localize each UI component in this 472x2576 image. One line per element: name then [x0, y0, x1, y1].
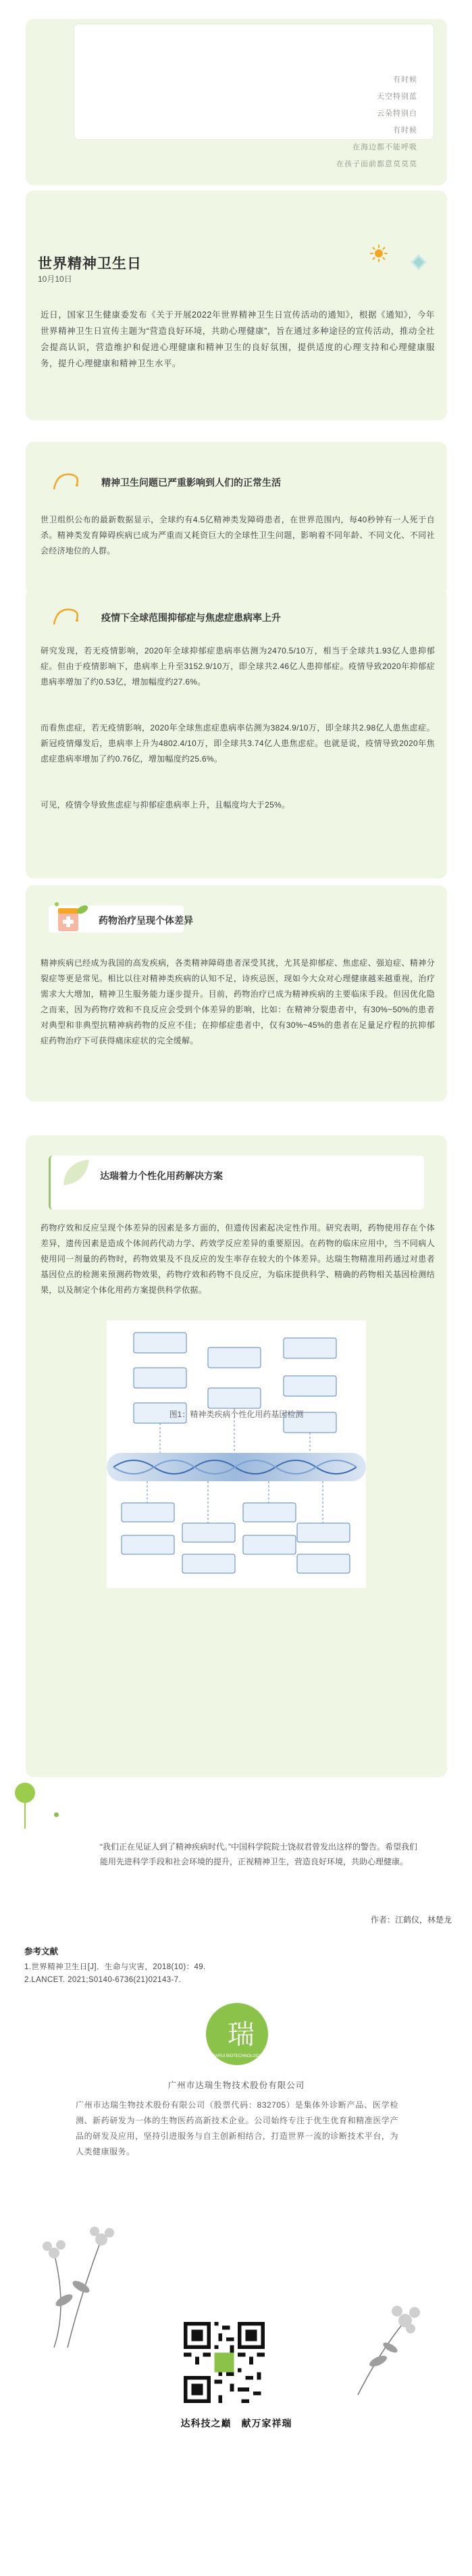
reference-item: 2.LANCET. 2021;S0140-6736(21)02143-7. [24, 1976, 182, 1984]
company-card [27, 1996, 446, 2550]
flower-illustration [338, 2280, 446, 2402]
company-description: 广州市达瑞生物技术股份有限公司（股票代码：832705）是集体外诊断产品、医学检测、新药研发为一体的生物医药高新技术企业。公司始终专注于优生优育和精准医学产品的研发及应用，坚持引进服务与自主创新相结合，打造世界一流的诊断技术平台，为人类健康服务。 [76, 2100, 398, 2156]
section-heading-row [26, 885, 447, 946]
section-heading: 药物治疗呈现个体差异 [99, 915, 193, 926]
logo-subtext: DARUI BIOTECHNOLOGY [212, 2054, 262, 2058]
swirl-icon [50, 604, 82, 628]
heading-box [49, 1156, 424, 1210]
decor-dot [15, 1783, 35, 1803]
company-name: 广州市达瑞生物技术股份有限公司 [167, 2081, 305, 2090]
reference-item: 1.世界精神卫生日[J]．生命与灾害，2018(10)：49. [24, 1963, 206, 1971]
poem-line: 在海边都不能呼吸 [352, 143, 417, 151]
page-title: 世界精神卫生日 [38, 256, 142, 272]
poem-line: 有时候 [393, 76, 417, 84]
section-paragraph: 可见，疫情令导致焦虑症与抑郁症患病率上升，且幅度均大于25%。 [41, 800, 290, 810]
poem-line: 有时候 [393, 126, 417, 134]
section-heading: 达瑞着力个性化用药解决方案 [100, 1170, 223, 1181]
section-paragraph: 世卫组织公布的最新数据显示，全球约有4.5亿精神类发障碍患者，在世界范围内，每40秒钟有一人死于自杀。精神类发育障碍疾病已成为严重而又耗资巨大的全球性卫生问题，影响着不同年龄、不同文化、不同社会经济地位的人群。 [41, 515, 435, 555]
gene-test-diagram [107, 1320, 366, 1588]
flower-illustration [27, 2199, 149, 2354]
company-logo [205, 2002, 269, 2066]
author-credit: 作者：江鹤仪，林楚龙 [370, 1915, 452, 1925]
decor-dot [54, 1812, 59, 1817]
poem-box [74, 24, 434, 168]
qr-code [184, 2322, 265, 2403]
sun-icon [370, 245, 388, 262]
swirl-icon [50, 469, 82, 493]
section-card-2 [26, 588, 447, 878]
figure-caption: 图1：精神类疾病个性化用药基因检测 [169, 1410, 304, 1419]
references-title: 参考文献 [24, 1947, 59, 1956]
section-card-1 [26, 442, 447, 595]
company-slogan: 达科技之巅 献万家祥瑞 [180, 2418, 292, 2429]
section-card-4 [26, 1135, 447, 1777]
logo-text: 瑞 [228, 2019, 255, 2050]
medicine-icon [53, 897, 90, 934]
decor-leaf-icon [59, 1156, 93, 1189]
section-paragraph: 药物疗效和反应呈现个体差异的因素是多方面的，但遗传因素起决定性作用。研究表明，药物使用存在个体差异，遗传因素是造成个体间药代动力学、药效学反应差异的重要原因。在药物的临床应用中，当不同病人使用同一剂量的药物时，药物效果及不良反应的发生率存在较大的个体差异。达瑞生物精准用药通过对患者基因位点的检测来预测药物效果，药物疗效和药物不良反应，为临床提供科学、精确的药物相关基因检测结果，以及制定个体化用药方案提供科学依据。 [41, 1223, 435, 1295]
section-card-3 [26, 885, 447, 1101]
closing-quote: “我们正在见证人到了精神疾病时代。”中国科学院院士饶叔君曾发出这样的警告。希望我们能用先进科学手段和社会环境的提升，正视精神卫生，营造良好环境，共助心理健康。 [100, 1842, 417, 1866]
poem-line: 在孩子面前都意莫莫莫 [336, 160, 417, 168]
poem-line: 云朵特别白 [377, 109, 417, 118]
decor-stem [24, 1802, 26, 1829]
section-paragraph: 研究发现，若无疫情影响，2020年全球抑郁症患病率估测为2470.5/10万，相当于全球共1.93亿人患抑郁症。但由于疫情影响下，患病率上升至3152.9/10万，即全球共2.46亿人患抑郁症。疫情导致2020年抑郁症患病率增加了约0.53亿，增加幅度约27.6%。 [41, 646, 435, 687]
poem-card [26, 19, 447, 185]
section-heading: 精神卫生问题已严重影响到人们的正常生活 [101, 477, 281, 488]
poem-line: 天空特别蓝 [377, 93, 417, 101]
leaf-icon [409, 253, 428, 272]
section-heading: 疫情下全球范围抑郁症与焦虑症患病率上升 [101, 612, 281, 623]
title-section [26, 191, 447, 420]
page-date: 10月10日 [38, 274, 72, 284]
intro-paragraph: 近日，国家卫生健康委发布《关于开展2022年世界精神卫生日宣传活动的通知》，根据《通知》，今年世界精神卫生日宣传主题为“营造良好环境，共助心理健康”，旨在通过多种途径的宣传活动，推动全社会提高认识，营造维护和促进心理健康和精神卫生的良好氛围，提供适度的心理支持和心理健康服务，提升心理健康和精神卫生水平。 [41, 310, 435, 368]
section-paragraph: 精神疾病已经成为我国的高发疾病，各类精神障碍患者深受其扰，尤其是抑郁症、焦虑症、强迫症、精神分裂症等更是常见。相比以往对精神类疾病的认知不足，诗疾忌医，现如今大众对心理健康越来越重视，治疗需求大大增加，精神卫生服务能力逐步提升。目前，药物治疗已成为精神疾病的主要临床手段。但因优化隐之而来，因为药物疗效和不良反应会受到个体差异的影响，比如：在精神分裂患者中，有30%~50%的患者对典型和非典型抗精神病药物的反应不佳；在抑郁症患者中，仅有30%~45%的患者在足量足疗程的抗抑郁症药物治疗下可获得痛床症状的完全缓解。 [41, 958, 435, 1045]
section-paragraph: 而看焦虑症，若无疫情影响，2020年全球焦虑症患病率估测为3824.9/10万，即全球共2.98亿人患焦虑症。新冠疫情爆发后，患病率上升为4802.4/10万，即全球共3.74亿人患焦虑症。也就是说，疫情导致2020年焦虑症患病率增加了约0.76亿，增加幅度约25.6%。 [41, 723, 435, 764]
